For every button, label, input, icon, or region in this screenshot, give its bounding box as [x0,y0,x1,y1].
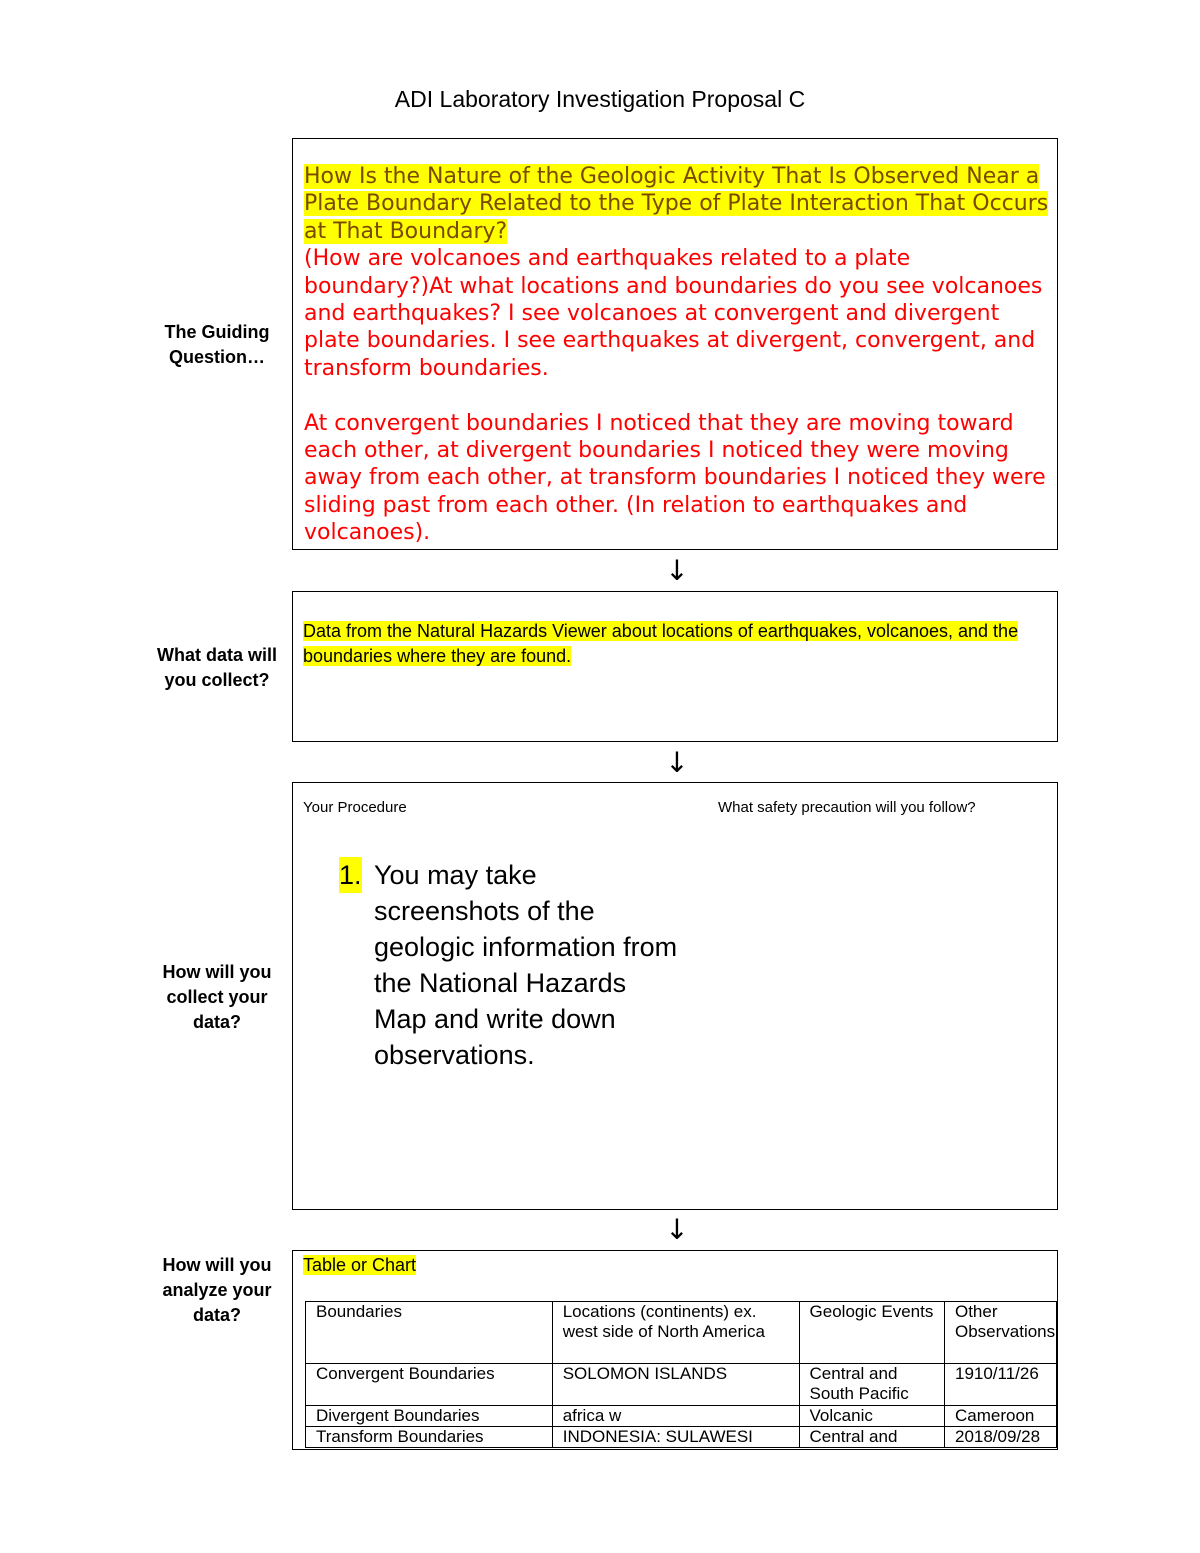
down-arrow-icon: ↓ [665,746,689,779]
analysis-heading: Table or Chart [303,1255,417,1275]
down-arrow-icon: ↓ [665,1213,689,1246]
table-row [306,1364,1057,1406]
procedure-heading: Your Procedure [303,799,407,816]
data-collect-text: Data from the Natural Hazards Viewer about locations of earthquakes, volcanoes, and the boundaries where they are found. [303,621,1019,666]
analysis-box [292,1250,1058,1450]
table-header-row [306,1302,1057,1364]
step-number: 1. [339,857,362,893]
guiding-question-text [304,163,1049,547]
table-cell: 2018/09/28 [944,1427,1056,1448]
table-cell: Cameroon [944,1406,1056,1427]
table-row [306,1427,1057,1448]
table-header-cell: Boundaries [306,1302,553,1364]
down-arrow-icon: ↓ [665,554,689,587]
table-cell: SOLOMON ISLANDS [552,1364,799,1406]
table-header-cell: Locations (continents) ex. west side of North America [552,1302,799,1364]
table-header-cell: Other Observations [944,1302,1056,1364]
guiding-question-heading: How Is the Nature of the Geologic Activity That Is Observed Near a Plate Boundary Related to the Type of Plate Interaction That Occurs at That Boundary? [304,164,1049,244]
boundaries-table [305,1301,1057,1448]
table-cell: Volcanic [799,1406,944,1427]
table-cell: africa w [552,1406,799,1427]
step-text: You may take screenshots of the geologic information from the National Hazards Map and write down observations. [374,860,678,1070]
safety-heading: What safety precaution will you follow? [718,799,976,816]
table-cell: INDONESIA: SULAWESI [552,1427,799,1448]
table-cell: Convergent Boundaries [306,1364,553,1406]
data-collect-label: What data will you collect? [156,645,277,690]
table-cell: Central and South Pacific [799,1364,944,1406]
table-cell: Central and [799,1427,944,1448]
collect-method-label: How will you collect your data? [162,962,272,1032]
table-cell: Divergent Boundaries [306,1406,553,1427]
guiding-question-answer-1: (How are volcanoes and earthquakes related to a plate boundary?)At what locations and boundaries do you see volcanoes and earthquakes? I see volcanoes at convergent and divergent plate boundaries. I see earthquakes at divergent, convergent, and transform boundaries. [304,246,1043,381]
data-collect-text-wrap [303,619,1043,669]
table-row [306,1406,1057,1427]
guiding-question-label: The Guiding Question… [164,322,270,367]
analyze-label: How will you analyze your data? [162,1255,272,1325]
page-title: ADI Laboratory Investigation Proposal C [394,86,806,112]
guiding-question-answer-2: At convergent boundaries I noticed that they are moving toward each other, at divergent boundaries I noticed they were moving away from each other, at transform boundaries I noticed they were sliding past from each other. (In relation to earthquakes and volcanoes). [304,410,1046,546]
procedure-box [292,782,1058,1210]
table-cell: Transform Boundaries [306,1427,553,1448]
analysis-heading-wrap [303,1253,416,1277]
data-collect-box [292,591,1058,742]
guiding-question-box [292,138,1058,550]
table-header-cell: Geologic Events [799,1302,944,1364]
table-cell: 1910/11/26 [944,1364,1056,1406]
